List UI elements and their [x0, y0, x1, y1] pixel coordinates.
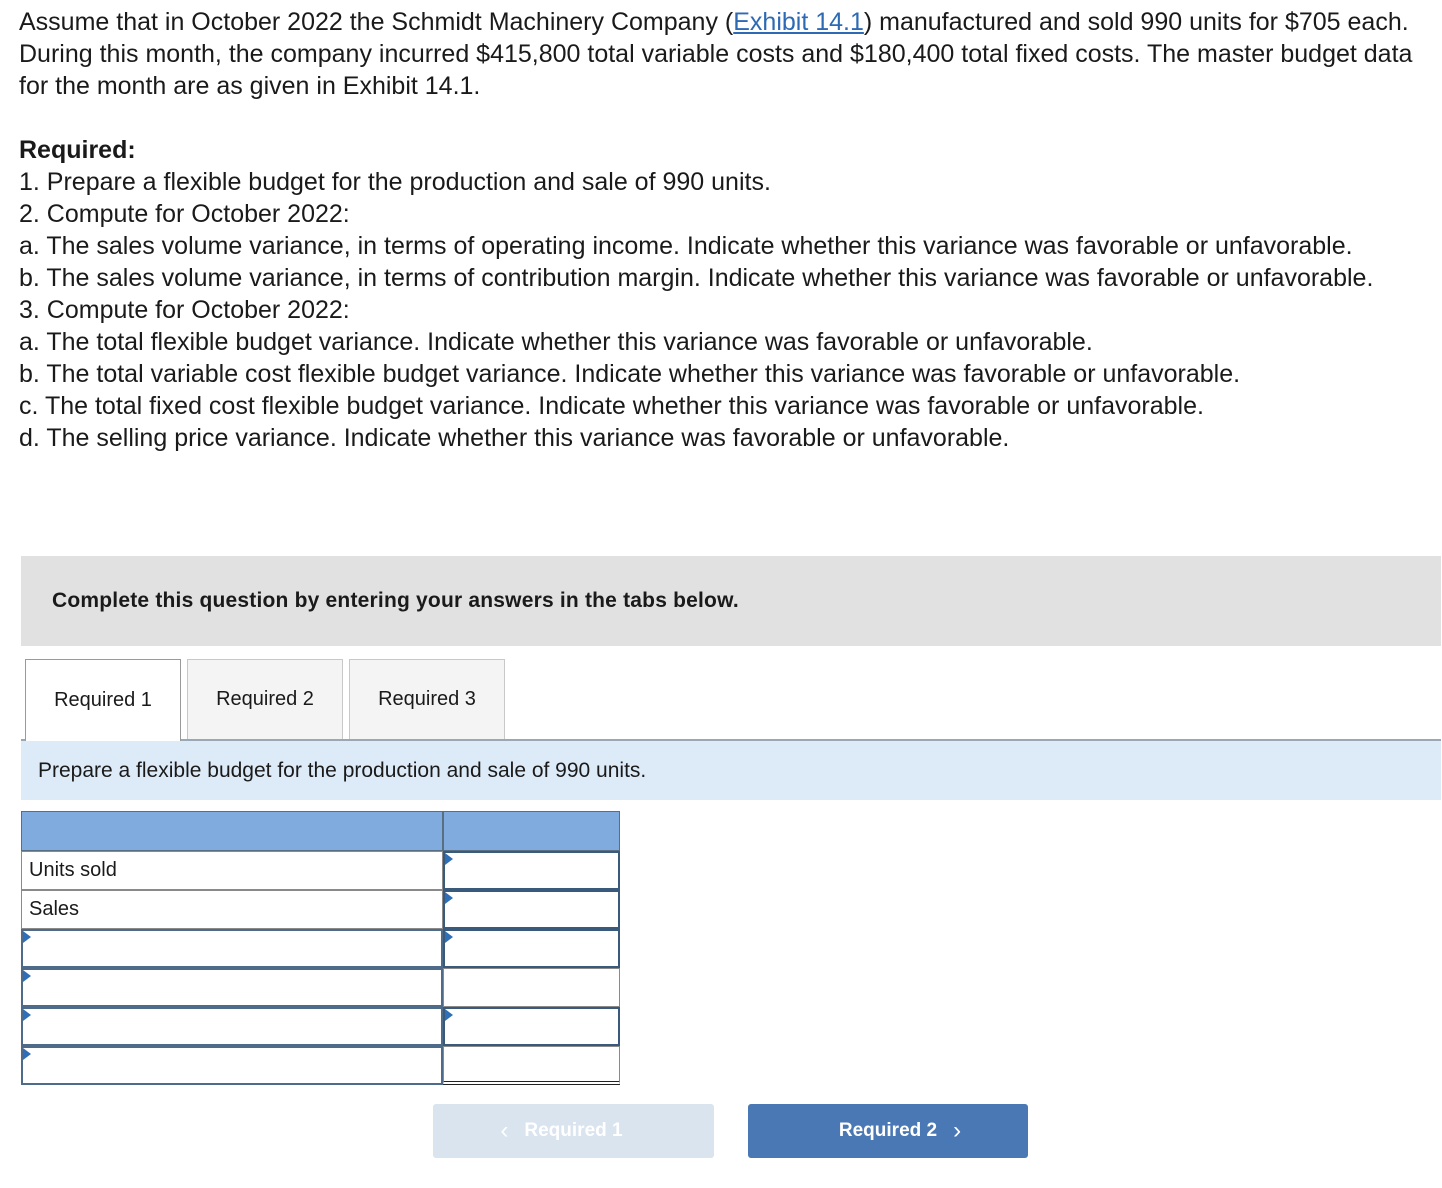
- units-sold-field[interactable]: [447, 855, 616, 886]
- requirement-line: 3. Compute for October 2022:: [19, 296, 350, 324]
- requirement-line: a. The sales volume variance, in terms of operating income. Indicate whether this variance was favorable or unfavorable.: [19, 232, 1353, 260]
- units-sold-input[interactable]: [443, 851, 620, 890]
- value-field[interactable]: [447, 933, 616, 964]
- tab-required-1[interactable]: Required 1: [25, 659, 181, 741]
- row-label: Sales: [21, 890, 443, 929]
- sales-input[interactable]: [443, 890, 620, 929]
- question-intro: Assume that in October 2022 the Schmidt Machinery Company (Exhibit 14.1) manufactured and sold 990 units for $705 each. During this month, the company incurred $415,800 total variable costs and $180,400 total fixed costs. The master budget data for the month are as given in Exhibit 14.1.: [19, 8, 1413, 100]
- table-row: [21, 968, 620, 1007]
- requirement-line: a. The total flexible budget variance. Indicate whether this variance was favorable or unfavorable.: [19, 328, 1093, 356]
- row-label-select[interactable]: [21, 1007, 443, 1046]
- tab-required-3[interactable]: Required 3: [349, 659, 505, 739]
- tab-instruction: Prepare a flexible budget for the production and sale of 990 units.: [21, 741, 1441, 800]
- sales-field[interactable]: [447, 894, 616, 925]
- requirement-line: b. The total variable cost flexible budget variance. Indicate whether this variance was favorable or unfavorable.: [19, 360, 1241, 388]
- row-label: Units sold: [21, 851, 443, 890]
- flexible-budget-table: [21, 811, 620, 1085]
- value-field[interactable]: [447, 1011, 616, 1042]
- row-label-select[interactable]: [21, 968, 443, 1007]
- chevron-right-icon: ›: [953, 1117, 962, 1144]
- total-value-cell: [443, 1046, 620, 1085]
- row-label-field[interactable]: [25, 1050, 439, 1081]
- tab-bar: [25, 659, 511, 741]
- table-row: [21, 929, 620, 968]
- previous-tab-button: [433, 1104, 714, 1158]
- requirement-line: c. The total fixed cost flexible budget variance. Indicate whether this variance was favorable or unfavorable.: [19, 392, 1204, 420]
- row-label-select[interactable]: [21, 1046, 443, 1085]
- value-input[interactable]: [443, 929, 620, 968]
- tab-required-2[interactable]: Required 2: [187, 659, 343, 739]
- instructions-banner: Complete this question by entering your answers in the tabs below.: [21, 556, 1441, 646]
- requirement-line: 2. Compute for October 2022:: [19, 200, 350, 228]
- next-tab-button[interactable]: [748, 1104, 1028, 1158]
- chevron-left-icon: ‹: [500, 1117, 509, 1144]
- requirement-line: d. The selling price variance. Indicate whether this variance was favorable or unfavorable.: [19, 424, 1010, 452]
- row-label-field[interactable]: [25, 933, 439, 964]
- requirement-line: 1. Prepare a flexible budget for the production and sale of 990 units.: [19, 168, 771, 196]
- table-row: [21, 1046, 620, 1085]
- table-row: [21, 851, 620, 890]
- required-heading: Required:: [19, 136, 136, 164]
- row-label-field[interactable]: [25, 1011, 439, 1042]
- table-row: [21, 1007, 620, 1046]
- header-label-cell: [21, 811, 443, 851]
- question-text: [19, 6, 1419, 454]
- previous-tab-label: Required 1: [524, 1120, 623, 1141]
- header-value-cell: [443, 811, 620, 851]
- value-input[interactable]: [443, 1007, 620, 1046]
- exhibit-link[interactable]: Exhibit 14.1: [733, 8, 864, 36]
- next-tab-label: Required 2: [838, 1120, 938, 1141]
- table-row: [21, 890, 620, 929]
- value-cell: [443, 968, 620, 1007]
- requirement-line: b. The sales volume variance, in terms of contribution margin. Indicate whether this variance was favorable or unfavorable.: [19, 264, 1374, 292]
- table-header: [21, 811, 620, 851]
- row-label-select[interactable]: [21, 929, 443, 968]
- row-label-field[interactable]: [25, 972, 439, 1003]
